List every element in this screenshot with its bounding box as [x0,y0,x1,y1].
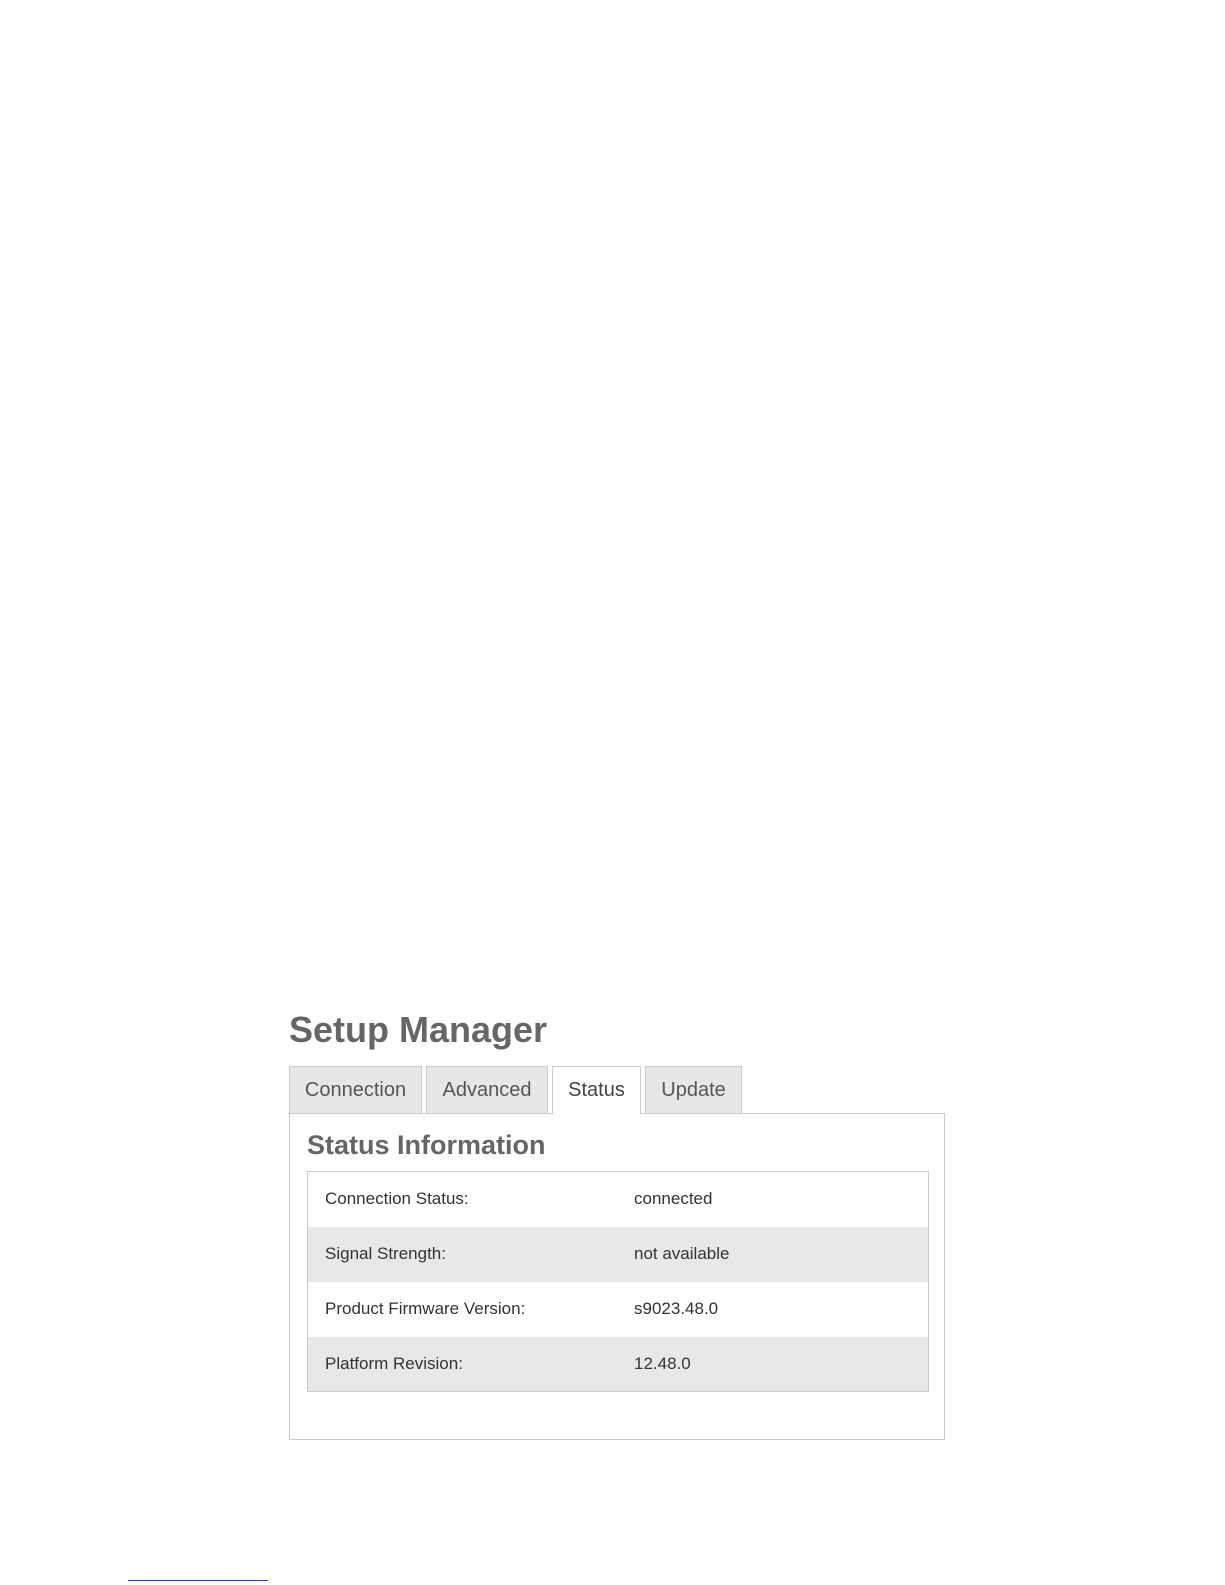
status-row-firmware [308,1282,929,1337]
row-value: 12.48.0 [634,1353,691,1373]
tab-connection[interactable]: Connection [289,1066,422,1113]
row-value: not available [634,1244,730,1263]
page-title: Setup Manager [289,1009,548,1050]
status-row-signal [308,1227,929,1282]
tab-update[interactable]: Update [645,1066,742,1113]
status-panel [289,1113,945,1440]
row-label: Connection Status: [325,1189,469,1209]
row-label: Signal Strength: [325,1244,446,1263]
row-label: Platform Revision: [325,1353,463,1373]
status-info-table [307,1171,929,1392]
status-row-connection [308,1172,929,1227]
tab-bar [289,1066,945,1113]
link-underline[interactable] [128,1580,268,1581]
row-value: s9023.48.0 [634,1299,719,1318]
tab-status[interactable]: Status [552,1066,641,1114]
setup-manager-app [289,1010,945,1440]
row-label: Product Firmware Version: [325,1299,526,1318]
tab-advanced[interactable]: Advanced [426,1066,548,1113]
status-row-platform [308,1337,929,1392]
panel-title: Status Information [307,1130,546,1160]
row-value: connected [634,1189,713,1209]
